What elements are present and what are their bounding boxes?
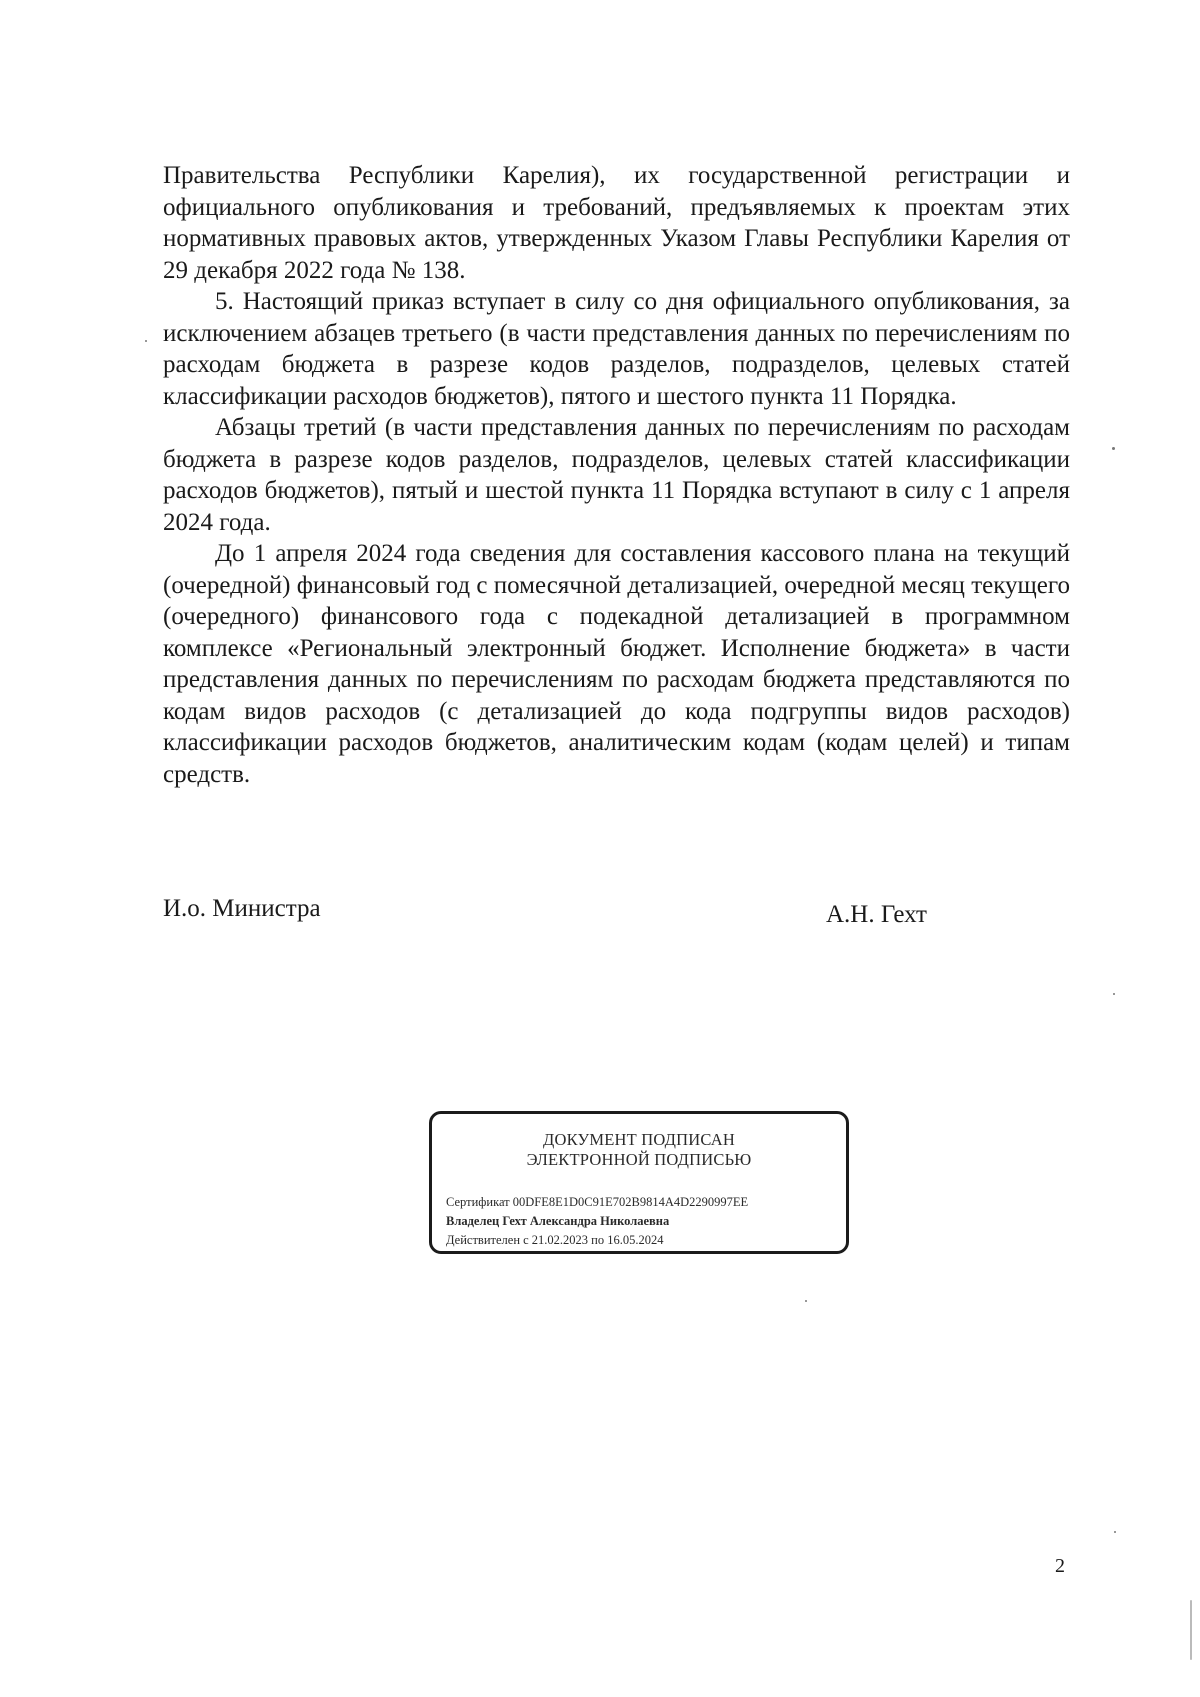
scan-speck <box>1113 993 1115 995</box>
paragraph-item-5: 5. Настоящий приказ вступает в силу со дня официального опубликования, за исключением абзацев третьего (в части представления данных по перечислениям по расходам бюджета в разрезе кодов разделов, подразделов, целевых статей классификации расходов бюджетов), пятого и шестого пункта 11 Порядка. <box>163 288 1070 410</box>
signer-name: А.Н. Гехт <box>826 901 927 928</box>
scan-speck <box>1190 1600 1192 1660</box>
stamp-heading-line-1: ДОКУМЕНТ ПОДПИСАН <box>543 1130 735 1149</box>
scan-speck <box>145 340 147 342</box>
paragraph-transition: До 1 апреля 2024 года сведения для составления кассового плана на текущий (очередной) финансовый год с помесячной детализацией, очередной месяц текущего (очередного) финансового года с подекадной детализацией в программном комплексе «Региональный электронный бюджет. Исполнение бюджета» в части представления данных по перечислениям по расходам бюджета представляются по кодам видов расходов (с детализацией до кода подгруппы видов расходов) классификации расходов бюджетов, аналитическим кодам (кодам целей) и типам средств. <box>163 540 1070 788</box>
stamp-validity: Действителен с 21.02.2023 по 16.05.2024 <box>446 1233 664 1247</box>
scan-speck <box>1114 1531 1116 1533</box>
scan-speck <box>1112 447 1115 450</box>
signer-role: И.о. Министра <box>163 895 321 922</box>
paragraph-continuation: Правительства Республики Карелия), их государственной регистрации и официального опубликования и требований, предъявляемых к проектам этих нормативных правовых актов, утвержденных Указом Главы Республики Карелия от 29 декабря 2022 года № 138. <box>163 162 1070 284</box>
stamp-details <box>446 1193 748 1250</box>
stamp-owner: Владелец Гехт Александра Николаевна <box>446 1214 670 1228</box>
page-number: 2 <box>1055 1555 1065 1577</box>
document-body <box>163 160 1070 790</box>
scan-speck <box>805 1300 807 1302</box>
stamp-certificate: Сертификат 00DFE8E1D0C91E702B9814A4D2290997EE <box>446 1195 749 1209</box>
stamp-heading-line-2: ЭЛЕКТРОННОЙ ПОДПИСЬЮ <box>526 1150 752 1169</box>
paragraph-effective-date: Абзацы третий (в части представления данных по перечислениям по расходам бюджета в разрезе кодов разделов, подразделов, целевых статей классификации расходов бюджетов), пятый и шестой пункта 11 Порядка вступают в силу с 1 апреля 2024 года. <box>163 414 1070 536</box>
electronic-signature-stamp <box>429 1111 849 1254</box>
stamp-heading <box>432 1130 846 1170</box>
